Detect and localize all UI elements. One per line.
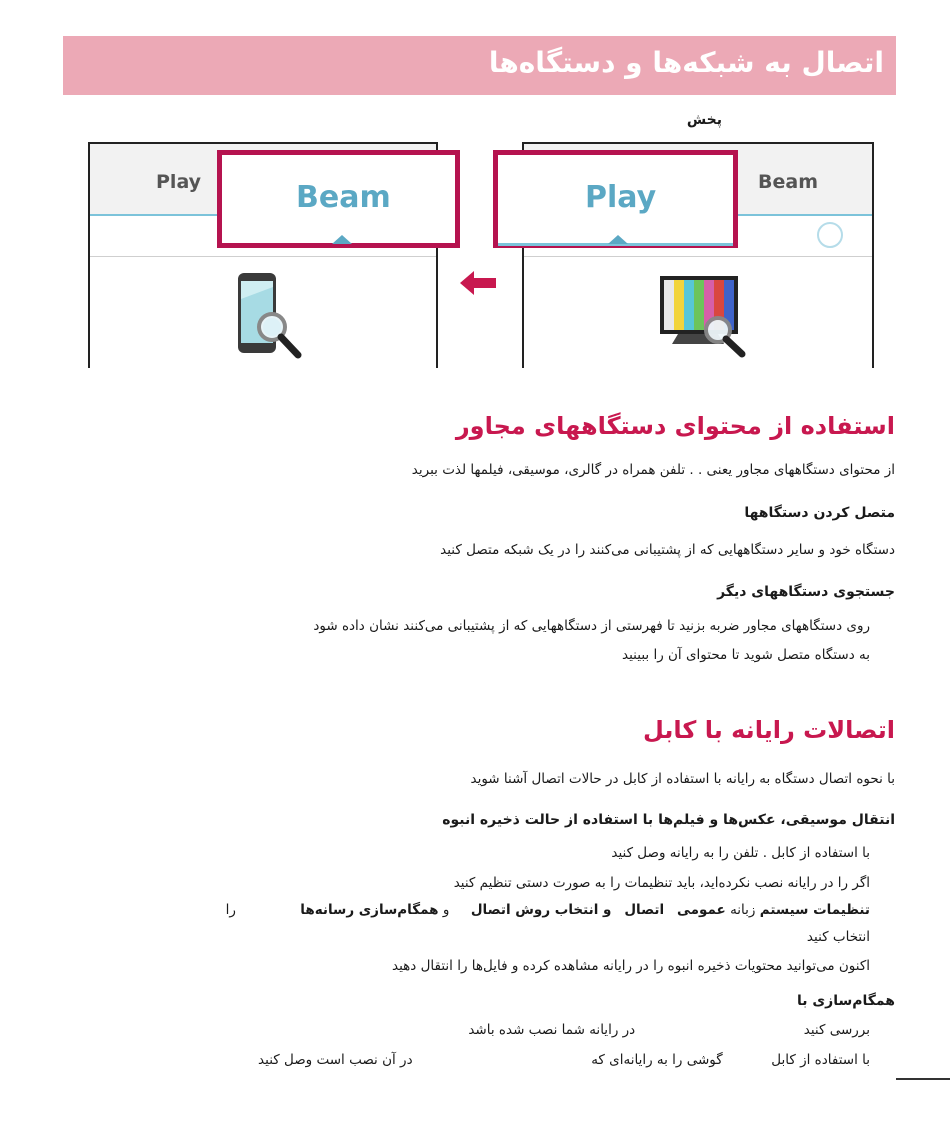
text-and: و [442, 902, 450, 918]
subheading: متصل کردن دستگاهها [744, 505, 895, 521]
tab-beam[interactable]: Beam [758, 171, 818, 193]
step-text [226, 902, 870, 918]
body-text: دستگاه خود و سایر دستگاههایی که از پشتیبانی می‌کنند را در یک شبکه متصل کنید [440, 542, 895, 558]
step-text: اکنون می‌توانید محتویات ذخیره انبوه را در رایانه مشاهده کرده و فایل‌ها را انتقال دهید [391, 958, 870, 974]
step-text: اگر را در رایانه نصب نکرده‌اید، باید تنظیمات را به صورت دستی تنظیم کنید [453, 875, 870, 891]
sync-text [258, 1052, 870, 1068]
sync-connect: در آن نصب است وصل کنید [258, 1052, 413, 1068]
subheading: جستجوی دستگاههای دیگر [717, 584, 895, 600]
tab-play-label: Play [585, 180, 657, 215]
page-footer-rule [896, 1078, 950, 1080]
menu-path-system: تنظیمات سیستم [759, 902, 870, 918]
sync-check: بررسی کنید [803, 1022, 870, 1038]
section-intro: از محتوای دستگاههای مجاور یعنی . . تلفن همراه در گالری، موسیقی، فیلمها لذت ببرید [411, 462, 895, 478]
menu-path-media-sync: همگام‌سازی رسانه‌ها [300, 902, 439, 918]
play-tab-highlight[interactable] [493, 150, 738, 248]
step-text: انتخاب کنید [806, 929, 870, 945]
divider [90, 256, 436, 257]
banner-title: اتصال به شبکه‌ها و دستگاه‌ها [488, 46, 884, 79]
section-banner [63, 36, 896, 95]
loading-spinner-icon [814, 219, 846, 251]
sync-text [468, 1022, 870, 1038]
sync-phone: گوشی را به رایانه‌ای که [591, 1052, 723, 1068]
selection-caret [332, 235, 352, 244]
menu-path-connection: اتصال [624, 902, 665, 918]
text-ra: را [225, 902, 236, 918]
tab-play[interactable]: Play [156, 171, 202, 193]
sync-cable: با استفاده از کابل [771, 1052, 870, 1068]
section-intro: با نحوه اتصال دستگاه به رایانه با استفاده از کابل در حالات اتصال آشنا شوید [470, 771, 895, 787]
section-heading: اتصالات رایانه با کابل [642, 716, 895, 744]
section-heading: استفاده از محتوای دستگاههای مجاور [455, 412, 895, 440]
step-text: با استفاده از کابل . تلفن را به رایانه وصل کنید [611, 845, 870, 861]
arrow-left-icon [458, 268, 498, 298]
text-tab: زبانه [730, 902, 756, 918]
selection-caret [608, 235, 628, 244]
menu-path-method: و انتخاب روش اتصال [470, 902, 612, 918]
body-text: روی دستگاههای مجاور ضربه بزنید تا فهرستی از دستگاههایی که از پشتیبانی می‌کنند نشان داده شود [313, 618, 870, 634]
tv-search-icon [658, 274, 748, 358]
menu-path-general: عمومی [677, 902, 726, 918]
subheading: همگام‌سازی با [796, 993, 895, 1009]
subheading: انتقال موسیقی، عکس‌ها و فیلم‌ها با استفاده از حالت ذخیره انبوه [442, 812, 895, 828]
phone-search-icon [234, 269, 306, 361]
divider [524, 256, 872, 257]
figure-caption: پخش [686, 112, 722, 128]
tab-beam-label: Beam [296, 180, 391, 215]
beam-tab-highlight[interactable] [217, 150, 460, 248]
sync-installed: در رایانه شما نصب شده باشد [468, 1022, 636, 1038]
body-text: به دستگاه متصل شوید تا محتوای آن را ببینید [622, 647, 870, 663]
